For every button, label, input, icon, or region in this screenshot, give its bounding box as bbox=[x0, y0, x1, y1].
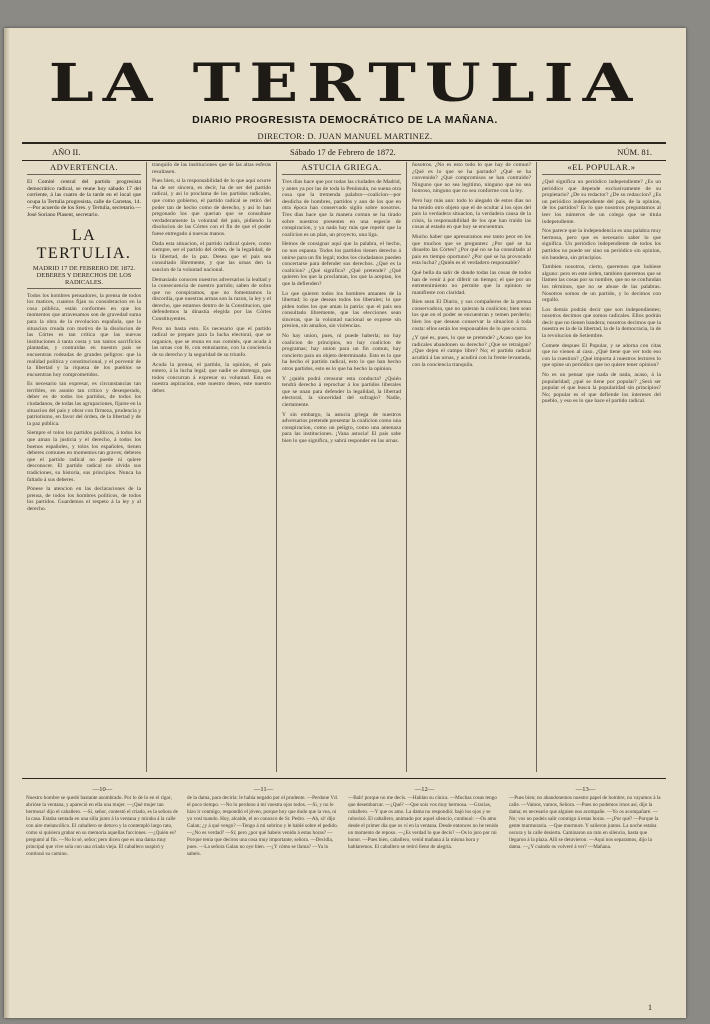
folletin-column-4 bbox=[505, 786, 666, 1014]
paragraph: Todos los hombres pensadores, la prensa de todos los matices, cuantos fijan su consideracion en la cosa pública, están conformes en que los momentos que atravesamos son de gravedad suma para la obra de la revolucion española, que la situacion creada con motivo de la disolucion de las Córtes es tan crítica que las nuevas instituciones á tanta costa y tan tantos sacrificios plantadas, y contraidas en nuestro pais se encuentran rodeadas de grandes peligros: que la realidad política y constitucional, y el porvenir de la libertad y la riqueza de los pueblos se encuentran hoy comprometidos. bbox=[27, 292, 141, 378]
paragraph: tranquilo de las instituciones que de las altas esferas resultasen. bbox=[152, 162, 271, 175]
article-columns bbox=[22, 162, 666, 772]
folletin-text: —Bah! porque no me decís. —Hablan su cínica. —Muchas cosas tengo que desembarcar. —¿Qué? —Que sois vos muy hermosa. —Gracias, caballero. —Y que os amo. La dama no respondió; bajó los ojos y se ruborizó. El caballero, animado por aquel silencio, continuó: —Os amo desde el primer dia que os ví en la ventana. Desde entonces no he tenido un momento de reposo. —¿Es verdad lo que decís? —Os lo juro por mi honor. —Pues bien, caballero, venid mañana á la misma hora y hablaremos. El caballero se retiró lleno de alegría. bbox=[348, 795, 499, 850]
newspaper-title: LA TERTULIA bbox=[48, 52, 642, 115]
page-number: 1 bbox=[648, 1003, 652, 1012]
page-gutter bbox=[4, 28, 10, 1018]
paragraph: Siempre el tolos los partidos políticos, á todos los que aman la justicia y el derecho, á todos los buenos españoles, y tolos los españoles, tienen deberes comunes en momentos tan graves; deberes que el partido radical no puede ni quiere desconocer. El partido radical no olvida sus tradiciones, su historia, sus principios. Nunca ha faltado á sus deberes. bbox=[27, 430, 142, 483]
folletin-text: —Pues bien; no abandonemos nuestro papel de hombre, no vayamos á la calle. —Vamos, vamos, Señora. —Pues no podemos irnos así, dijo la dama; es necesario que alguien nos acompañe. —Yo os acompañaré. —No; vos no podeis salir conmigo á estas horas. —¿Por qué? —Porque la gente murmuraria. —Que murmure. Y salieron juntos. La noche estaba oscura y la calle desierta. Caminaron un rato en silencio, hasta que llegaron á la plaza. Allí se detuvieron. —Aquí nos separamos, dijo la dama. —¿Y cuándo os volveré á ver? —Mañana. bbox=[509, 795, 661, 850]
director-line: DIRECTOR: D. JUAN MANUEL MARTINEZ. bbox=[257, 131, 433, 141]
paragraph: ¿Qué significa un periódico independiente? ¿Es un periódico que depende exclusivamente de su propietario? ¿De su redactor? ¿De su redaccion? ¿Es un periódico independiente del pais, de la opinion, de los partidos? Es lo que nosotros preguntamos al leer los números de un colega que se titula independiente. bbox=[542, 179, 661, 225]
issue-number: NÚM. 81. bbox=[617, 147, 652, 157]
issue-date: Sábado 17 de Febrero de 1872. bbox=[290, 147, 396, 157]
newspaper-subtitle: DIARIO PROGRESISTA DEMOCRÁTICO DE LA MAÑANA. bbox=[192, 114, 498, 126]
column-1 bbox=[22, 162, 147, 772]
paragraph: Lo que quieren todos los hombres amantes de la libertad; lo que desean todos los liberales; lo que piden todos los que aman la patria: que el pais sea consultado libremente, que las elecciones sean sinceras, que la voluntad nacional se exprese sin presion, sin amaños, sin violencias. bbox=[282, 290, 401, 330]
paragraph: Qué bella da salir de donde todas las cosas de todos han de venir á por diferir un tiempo; el que por un entretenimiento no permite que la opinion se manifieste con claridad. bbox=[412, 269, 531, 296]
paragraph: Tambien nosotros, cierto, queremos que hubiese alguno: pero en este órden, tambien queremos que se llamen las cosas por su nombre, que no se confundan los términos, que no se abuse de las palabras. Nosotros somos de un partido, y lo decimos con orgullo. bbox=[542, 264, 661, 304]
section-title: LA TERTULIA. bbox=[36, 226, 132, 262]
paragraph: Mucho haber que apresuramos ese tanto peor en los que muchos que se pregunten: ¿Por qué se ha disuelto las Córtes? ¿Por qué no se ha consultado al pais en tiempo oportuno? ¿Por qué se ha provocado esta lucha? ¿Quién es el verdadero responsable? bbox=[412, 233, 531, 267]
paragraph: ¿Y qué es, pues, lo que se pretende? ¿Acaso que los radicales abandonen su derecho? ¿Que se retraigan? ¿Que dejen el campo libre? No; el partido radical acudirá á las urnas, y acudirá con la frente levantada, con la conciencia tranquila. bbox=[412, 335, 531, 368]
paragraph: No hay union, pues, ni puede haberla; no hay coalicion de principios, no hay coalicion de programas; hay union para un fin comun, hay concierto para un objeto determinado. Esto es lo que ha hecho el partido radical, esto lo que han hecho otros partidos, esto es lo que ha hecho la opinion. bbox=[282, 333, 401, 373]
paragraph: Pero hay más aun: todo lo alegado de estos dias no ha tenido otro objeto que el de ocultar á los ojos del pais la verdadera situacion, la verdadera causa de la crisis, la responsabilidad de los que han traido las cosas al estado en que hoy se encuentran. bbox=[412, 197, 531, 231]
column-4 bbox=[407, 162, 537, 772]
paragraph: Hemos de consignar aquí que la palabra, el hecho, no nos espanta. Todos los partidos tienen derecho á unirse para un fin legal; todos los ciudadanos pueden concertarse para defender sus derechos. ¿Qué es la coalicion? ¿Qué significa? ¿Qué pretende? ¿Qué quieren los que la proclaman, los que la aceptan, los que la defienden? bbox=[282, 241, 401, 287]
paragraph: Demasiado conocen nuestros adversarios la lealtad y la consecuencia de nuestro partido; saben de sobra que no conspiramos, que no fomentamos la discordia, que nuestras armas son la razon, la ley y el derecho, que estamos dentro de la Constitucion, que defendemos la dinastía elegida por las Córtes Constituyentes. bbox=[152, 276, 271, 323]
column-1-heading: ADVERTENCIA. bbox=[27, 162, 141, 175]
folletin-column-2 bbox=[183, 786, 344, 1014]
paragraph: Comete despues El Popular, y se adorna con citas que no vienen al caso. ¿Qué tiene que ver todo eso con la cuestion? ¿Qué importa á nuestros lectores lo que opine un periódico que no quiere tener opinion? bbox=[542, 342, 661, 369]
paragraph: Y sin embargo, la astucia griega de nuestros adversarios pretende presentar la coalicion como una conspiracion, como un peligro, como una amenaza para las instituciones. ¡Vana astucia! El pais sabe bien lo que significa, y sabrá responder en las urnas. bbox=[282, 411, 401, 444]
paragraph: Bien sean El Diario, y sus compañeros de la prensa conservadora, que no quieran la coalicion; bien sean los que en el poder se encuentran y temen perderlo; bien los que desean conservar la situacion á toda costa: ellos serán los responsables de lo que ocurra. bbox=[412, 299, 531, 332]
paragraph: Pónese la atencion en las declaraciones de la prensa, de todos los hombres políticos, de todos los partidos. Guardemos el respeto á la ley y al derecho. bbox=[27, 486, 141, 512]
paragraph: Los demás podrán decir que son independientes; nosotros decimos que somos radicales. Ellos podrán decir que no tienen bandera; nosotros decimos que la nuestra es la de la libertad, la de la democracia, la de la revolucion de Setiembre. bbox=[542, 306, 661, 340]
folletin-page-label: —11— bbox=[253, 786, 274, 793]
column-3 bbox=[277, 162, 407, 772]
folletin-page-label: —12— bbox=[414, 786, 435, 793]
issue-info-bar bbox=[22, 142, 666, 161]
folletin-column-1 bbox=[22, 786, 183, 1014]
newspaper-page bbox=[4, 28, 686, 1018]
paragraph: ñosotros. ¿No es esto todo lo que hay de comun? ¿Qué es lo que se ha pactado? ¿Qué se ha convenido? ¿Qué compromisos se han contraido? Ninguno que no sea legítimo, ninguno que no sea honroso, ninguno que no sea conforme con la ley. bbox=[412, 162, 531, 195]
folletin-divider bbox=[22, 778, 666, 779]
column-2 bbox=[147, 162, 277, 772]
masthead bbox=[24, 50, 666, 141]
folletin-page-label: —13— bbox=[575, 786, 596, 793]
paragraph: No es un pensar que nada de nada, acaso, á la popularidad; ¿qué se tiene por popular? ¿Será ser popular el que busca la popularidad sin principios? No; popular es el que defiende los intereses del pueblo, y eso es lo que hace el partido radical. bbox=[542, 372, 661, 405]
folletin-column-3 bbox=[344, 786, 505, 1014]
folletin-text: de la dama, para decirla: le habia negado por el prudente. —Perdone Vd. el poco tiempo. —No lo perdono á mí vuestra ojos todos. —Si, y no le hizo ir conmigo, respondió el jóven, porque hoy que dudo que la vea, ni yo vosí tuando. Hoy, alcalde, el no conozco de Sr. Pedro. —Ah, sí! dijo Galan; ¿y á qué vengo? —Tengo á mi sobrino y le hablé sobre el pedido. —¿No es verdad? —Sí; pero ¿por qué habeis venido á estas horas? —Porque tenia que deciros una cosa muy importante, señora. —Decidla, pues. —La señora Galan no oye bien. —¿Y cómo se llama? —Ya lo sabeis. bbox=[187, 795, 339, 857]
article-title: DEBERES Y DERECHOS DE LOS RADICALES. bbox=[27, 272, 141, 289]
paragraph: Nos parece que la independencia es una palabra muy hermosa, pero que es necesario saber lo que significa. Un periódico independiente de todos los partidos no puede ser sino un periódico sin opinion, sin bandera, sin principios. bbox=[542, 228, 661, 261]
paragraph: Y ¿quién podrá censurar esta conducta? ¿Quién tendrá derecho á reprochar á los partidos liberales que se unan para defender la legalidad, la libertad electoral, la sinceridad del sufragio? Nadie, ciertamente. bbox=[282, 375, 401, 408]
column-5-heading: «EL POPULAR.» bbox=[542, 162, 661, 175]
paragraph: Tres dias hace que por todas las ciudades de Madrid, y antes ya por las de toda la Península, no suena otra cosa que la tremenda palabra—coalicion—por desdicha de hombres, partidos y aun de los que en otra época han conservado sigilo sobre nosotros. Tres dias hace que la manera comun se ha tirado sobre nuestros presentes en una especie de conspiracion, y ya nada hay más que repetir que la coalicion es un plan, un proyecto, una liga. bbox=[282, 179, 401, 238]
notice-text: El Comité central del partido progresista democrático radical, se reune hoy sábado 17 del corriente, á las cuatro de la tarde en el local que ocupa la Tertulia progresista, calle de Carretas, 14.—Por acuerdo de los Sres. y Tertulia, secretario.—José Soriano Plasent, secretario. bbox=[27, 179, 141, 218]
folletin-text: Nuestro hombre se quedó bastante asombrado. Por lo de lo en el rigor, abrióse la ventana, y apareció en ella una mujer. —¡Qué mujer tan hermosa! dijo el caballero. —Sí, señor, contestó el criado, es la señora de la casa. Estaba sentada en una silla junto á la ventana y miraba á la calle con aire melancólico. El caballero se detuvo y la contempló largo rato, como si quisiera grabar en su memoria aquellas facciones. —¿Quién es? preguntó al fin. —No lo sé, señor; pero dicen que es una dama muy principal que vive sola con una criada vieja. El caballero suspiró y continuó su camino. bbox=[26, 795, 178, 857]
paragraph: Pues bien, si la responsabilidad de lo que aquí ocurre ha de ser sincera, es decir, ha de ser del partido radical, y asi lo proclama de los partidos radicales, que como gobierno, el partido radical se retiró del poder tan de hecho como de derecho, y así lo han pregonado los que querian que se consultase verdaderamente la voluntad del país, pidiendo la disolucion de las Córtes con el fin de que el poder fuese entregado á nuevas manos. bbox=[152, 178, 271, 237]
paragraph: Dada esta situacion, el partido radical quiere, como siempre, ser el partido del órden, de la legalidad, de la libertad, de la paz. Desea que el pais sea consultado libremente, y que las urnas den la sancion de la voluntad nacional. bbox=[152, 240, 271, 273]
column-5 bbox=[537, 162, 666, 772]
paragraph: Es necesario tan expresar, es circunstancias tan terribles, en asunto tan critico y desesperado, deber es de todos los partidos, de todos los ciudadanos, de todas las agrupaciones, fijarse en la situacion del pais y obrar con firmeza, prudencia y patriotismo, en favor del órden, de la libertad y de la paz pública. bbox=[27, 381, 141, 427]
folletin-page-label: —10— bbox=[92, 786, 113, 793]
dateline: MADRID 17 DE FEBRERO DE 1872. bbox=[32, 264, 136, 272]
paragraph: Acuda la prensa, el partido, la opinion, el pais entero, á la lucha legal; que nadie se abstenga, que todos concurran á expresar su voluntad. Esta es nuestra aspiracion, este nuestro deseo, este nuestro deber. bbox=[152, 361, 271, 394]
column-3-heading: ASTUCIA GRIEGA. bbox=[282, 162, 401, 175]
paragraph: Pero no basta esto. Es necesario que el partido radical se prepare para la lucha electoral, que se organice, que se reuna en sus comités, que acuda á las urnas con fé, con entusiasmo, con la conciencia de su derecho y la seguridad de su triunfo. bbox=[152, 325, 271, 359]
folletin-section bbox=[22, 786, 666, 1014]
issue-year: AÑO II. bbox=[52, 147, 81, 157]
